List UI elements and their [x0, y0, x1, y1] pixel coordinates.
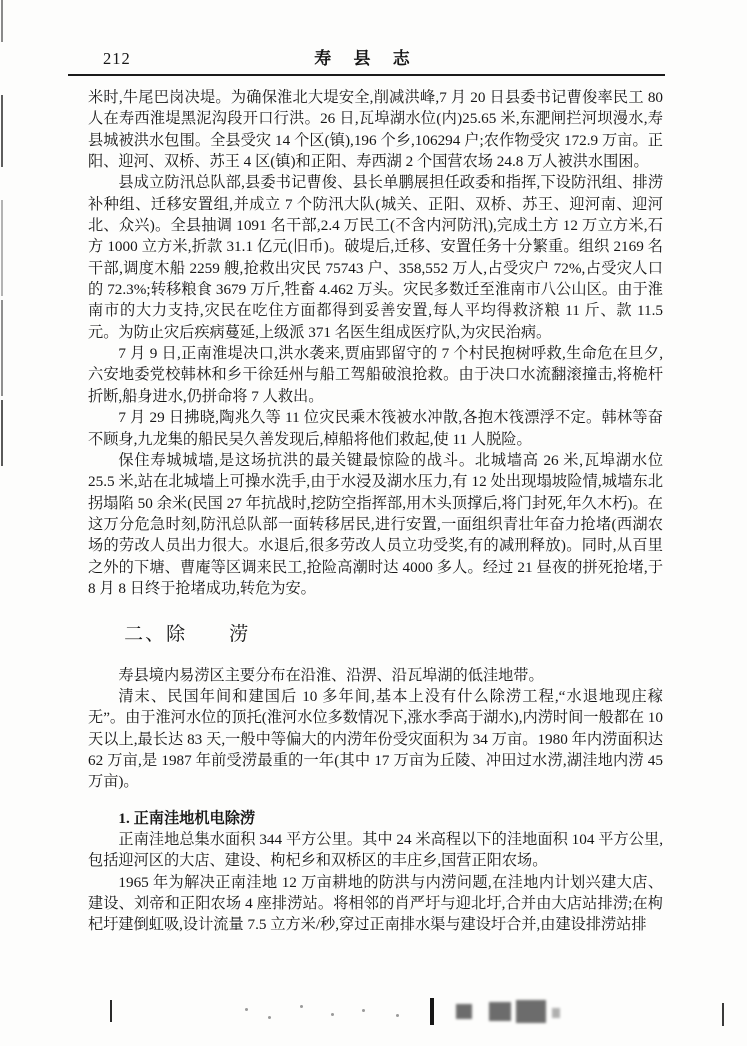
book-title: 寿 县 志: [314, 49, 419, 68]
paragraph-drainage-intro: 寿县境内易涝区主要分布在沿淮、沿淠、沿瓦埠湖的低洼地带。: [118, 666, 544, 684]
scan-mark-artifact: [110, 1000, 112, 1022]
paragraph-flood-citywall: 保住寿城城墙,是这场抗洪的最关键最惊险的战斗。北城墙高 26 米,瓦埠湖水位 25.5 米,站在北城墙上可操水洗手,由于水浸及湖水压力,有 12 处出现塌坡险情,城墙东北拐塌陷 50 余米(民国 27 年抗战时,挖防空指挥部,用木头顶撑后,将门封死,年久木朽)。在这万分危急时刻,防汛总队部一面转移居民,进行安置,一面组织青壮年奋力抢堵(西湖农场的劳改人员出力很大。水退后,很多劳改人员立功受奖,有的减刑释放)。同时,从百里之外的下塘、曹庵等区调来民工,抢险高潮时达 4000 多人。经过 21 昼夜的拼死抢堵,于 8 月 8 日终于抢堵成功,转危为安。: [88, 451, 663, 597]
paragraph-flood-rescue-july9: 7 月 9 日,正南淮堤决口,洪水袭来,贾庙郢留守的 7 个村民抱树呼救,生命危在旦夕,六安地委党校韩林和乡干徐廷州与船工驾船破浪抢救。由于决口水流翻滚撞击,将桅杆折断,船身进水,仍拼命将 7 人救出。: [88, 345, 663, 405]
scan-edge-artifact: [1, 0, 3, 42]
scan-smudge-artifact: [516, 1000, 546, 1023]
scan-speck-artifact: [362, 1009, 365, 1012]
page-number: 212: [103, 49, 131, 68]
scan-smudge-artifact: [489, 1002, 511, 1021]
page-header: [68, 44, 665, 76]
scan-smudge-artifact: [552, 1008, 560, 1018]
scan-speck-artifact: [268, 1016, 271, 1019]
paragraph-flood-command: 县成立防汛总队部,县委书记曹俊、县长单鹏展担任政委和指挥,下设防汛组、排涝补种组、迁移安置组,并成立 7 个防汛大队(城关、正阳、双桥、苏王、迎河南、迎河北、众兴)。全县抽调 1091 名干部,2.4 万民工(不含内河防汛),完成土方 12 万立方米,石方 1000 立方米,折款 31.1 亿元(旧币)。破堤后,迁移、安置任务十分繁重。组织 2169 名干部,调度木船 2259 艘,抢救出灾民 75743 户、358,552 万人,占受灾户 72%,占受灾人口的 72.3%;转移粮食 3679 万斤,牲畜 4.462 万头。灾民多数迁至淮南市八公山区。由于淮南市的大力支持,灾民在吃住方面都得到妥善安置,每人平均得救济粮 11 斤、款 11.5 元。为防止灾后疾病蔓延,上级派 371 名医生组成医疗队,为灾民治病。: [88, 174, 663, 341]
scan-smudge-artifact: [456, 1004, 472, 1019]
scan-speck-artifact: [300, 1005, 303, 1008]
scan-edge-artifact: [1, 95, 3, 167]
paragraph-flood-rescue-july29: 7 月 29 日拂晓,陶兆久等 11 位灾民乘木筏被水冲散,各抱木筏漂浮不定。韩林等奋不顾身,九龙集的船民吴久善发现后,棹船将他们救起,使 11 人脱险。: [88, 409, 663, 448]
scan-edge-artifact: [1, 200, 3, 296]
section-heading-drainage: 二、除 涝: [124, 624, 251, 646]
scan-speck-artifact: [245, 1008, 248, 1011]
scan-mark-artifact: [722, 1003, 724, 1026]
scan-mark-artifact: [430, 998, 434, 1025]
paragraph-flood-continuation: 米时,牛尾巴岗决堤。为确保淮北大堤安全,削减洪峰,7 月 20 日县委书记曹俊率民工 80 人在寿西淮堤黑泥沟段开口行洪。26 日,瓦埠湖水位(内)25.65 米,东淝闸拦河坝漫水,寿县城被洪水包围。全县受灾 14 个区(镇),196 个乡,106294 户;农作物受灾 172.9 万亩。正阳、迎河、双桥、苏王 4 区(镇)和正阳、寿西湖 2 个国营农场 24.8 万人被洪水围困。: [88, 89, 663, 171]
scan-speck-artifact: [396, 1014, 399, 1017]
scan-edge-artifact: [1, 400, 3, 466]
scan-edge-artifact: [1, 300, 3, 396]
body-text: [88, 87, 663, 936]
paragraph-drainage-history: 清末、民国年间和建国后 10 多年间,基本上没有什么除涝工程,“水退地现庄稼无”。由于淮河水位的顶托(淮河水位多数情况下,涨水季高于湖水),内涝时间一般都在 10 天以上,最长达 83 天,一般中等偏大的内涝年份受灾面积为 34 万亩。1980 年内涝面积达 62 万亩,是 1987 年前受涝最重的一年(其中 17 万亩为丘陵、冲田过水涝,湖洼地内涝 45 万亩)。: [88, 687, 663, 791]
paragraph-zhengnan-area: 正南洼地总集水面积 344 平方公里。其中 24 米高程以下的洼地面积 104 平方公里,包括迎河区的大店、建设、枸杞乡和双桥区的丰庄乡,国营正阳农场。: [88, 831, 663, 870]
scan-speck-artifact: [331, 1013, 334, 1016]
subsection-heading-zhengnan: 1. 正南洼地机电除涝: [118, 809, 256, 827]
paragraph-zhengnan-stations: 1965 年为解决正南洼地 12 万亩耕地的防洪与内涝问题,在洼地内计划兴建大店、建设、刘帝和正阳农场 4 座排涝站。将相邻的肖严圩与迎北圩,合并由大店站排涝;在枸杞圩建倒虹吸,设计流量 7.5 立方米/秒,穿过正南排水渠与建设圩合并,由建设排涝站排: [88, 873, 663, 934]
